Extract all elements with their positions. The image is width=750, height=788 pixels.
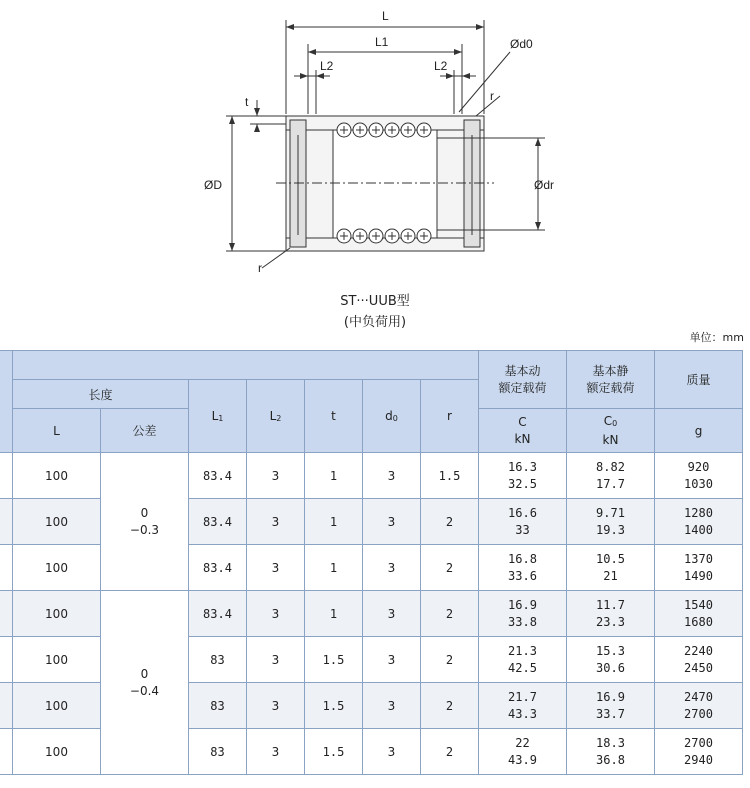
cell-tolerance [101, 453, 189, 591]
cell-L2: 3 [247, 591, 305, 637]
cell-t: 1.5 [305, 683, 363, 729]
table-row [0, 591, 743, 637]
cell-mass [655, 545, 743, 591]
cell-r: 2 [421, 729, 479, 775]
cell-stat-load-1: 10.5 [596, 551, 625, 566]
label-D: ØD [204, 178, 222, 192]
cut-header [0, 351, 13, 453]
type-caption: (中负荷用) [343, 315, 407, 330]
col-d0-header: d0 [363, 380, 421, 453]
cut-cell [0, 637, 13, 683]
cell-L1: 83.4 [189, 545, 247, 591]
tolerance-upper: 0 [140, 666, 149, 681]
cell-stat-load-1: 15.3 [596, 643, 625, 658]
cell-mass-1: 2240 [684, 643, 713, 658]
cell-L1: 83.4 [189, 499, 247, 545]
stat-load-unit-header [567, 409, 655, 453]
stat-load-unit: kN [602, 432, 619, 447]
cell-r: 2 [421, 683, 479, 729]
cell-dyn-load-2: 43.9 [508, 752, 537, 767]
mass-unit-header: g [655, 409, 743, 453]
cell-d0: 3 [363, 499, 421, 545]
col-L-header: L [13, 409, 101, 453]
cell-dyn-load [479, 499, 567, 545]
cell-dyn-load [479, 729, 567, 775]
cell-dyn-load [479, 637, 567, 683]
cell-mass-2: 1030 [684, 476, 713, 491]
cell-L2: 3 [247, 729, 305, 775]
length-group-header: 长度 [13, 380, 189, 409]
dyn-load-unit: kN [514, 431, 531, 446]
dyn-load-symbol: C [518, 414, 527, 429]
cell-r: 2 [421, 591, 479, 637]
cell-mass-1: 1370 [684, 551, 713, 566]
label-dr: Ødr [534, 178, 555, 192]
col-L1-header: L1 [189, 380, 247, 453]
cell-stat-load [567, 683, 655, 729]
cell-dyn-load [479, 453, 567, 499]
label-d0: Ød0 [510, 37, 533, 51]
stat-load-symbol: C0 [603, 413, 618, 428]
table-row [0, 453, 743, 499]
cell-stat-load-1: 18.3 [596, 735, 625, 750]
cell-L1: 83 [189, 729, 247, 775]
cell-mass-1: 1280 [684, 505, 713, 520]
cell-tolerance [101, 591, 189, 775]
cut-cell [0, 453, 13, 499]
cell-mass [655, 591, 743, 637]
cell-t: 1.5 [305, 729, 363, 775]
cell-L1: 83 [189, 637, 247, 683]
cell-dyn-load-2: 43.3 [508, 706, 537, 721]
cell-d0: 3 [363, 683, 421, 729]
cell-stat-load [567, 453, 655, 499]
cell-r: 1.5 [421, 453, 479, 499]
model-caption: ST···UUB型 [340, 294, 410, 309]
cell-dyn-load [479, 683, 567, 729]
cell-mass-1: 2700 [684, 735, 713, 750]
label-L: L [382, 9, 389, 23]
cell-mass [655, 729, 743, 775]
cut-cell [0, 499, 13, 545]
cell-dyn-load-2: 42.5 [508, 660, 537, 675]
cell-t: 1.5 [305, 637, 363, 683]
cell-dyn-load [479, 545, 567, 591]
label-L1: L1 [375, 35, 389, 49]
cell-stat-load-1: 11.7 [596, 597, 625, 612]
cell-stat-load-2: 17.7 [596, 476, 625, 491]
cell-stat-load-1: 8.82 [596, 459, 625, 474]
cell-d0: 3 [363, 637, 421, 683]
cell-d0: 3 [363, 545, 421, 591]
bearing-drawing [0, 0, 750, 290]
cell-dyn-load-1: 22 [515, 735, 530, 750]
stat-load-title [567, 351, 655, 409]
label-L2-right: L2 [434, 59, 448, 73]
stat-load-title-line1: 基本静 [592, 363, 629, 378]
label-t: t [245, 95, 249, 109]
label-r-bottom: r [258, 261, 262, 275]
cell-L2: 3 [247, 637, 305, 683]
cell-mass-2: 1490 [684, 568, 713, 583]
cell-stat-load-1: 9.71 [596, 505, 625, 520]
cell-dyn-load-1: 16.3 [508, 459, 537, 474]
dyn-load-unit-header [479, 409, 567, 453]
cell-stat-load-2: 36.8 [596, 752, 625, 767]
cell-stat-load [567, 545, 655, 591]
cell-stat-load-1: 16.9 [596, 689, 625, 704]
cell-L: 100 [13, 637, 101, 683]
cut-cell [0, 545, 13, 591]
cell-mass-2: 1680 [684, 614, 713, 629]
cell-d0: 3 [363, 729, 421, 775]
cell-L: 100 [13, 499, 101, 545]
cell-mass [655, 499, 743, 545]
cell-d0: 3 [363, 453, 421, 499]
cell-L: 100 [13, 683, 101, 729]
cell-mass-1: 1540 [684, 597, 713, 612]
cell-L: 100 [13, 545, 101, 591]
col-r-header: r [421, 380, 479, 453]
cell-mass-2: 2940 [684, 752, 713, 767]
label-r-top: r [490, 89, 494, 103]
dyn-load-title [479, 351, 567, 409]
tolerance-lower: −0.3 [129, 522, 160, 537]
cell-L2: 3 [247, 545, 305, 591]
cell-mass-2: 2700 [684, 706, 713, 721]
cell-stat-load [567, 499, 655, 545]
cell-mass [655, 683, 743, 729]
cell-L1: 83 [189, 683, 247, 729]
header-spacer [13, 351, 479, 380]
cell-dyn-load-2: 33.6 [508, 568, 537, 583]
cell-stat-load [567, 637, 655, 683]
cell-r: 2 [421, 545, 479, 591]
spec-table [0, 350, 743, 775]
spec-table-body [0, 453, 743, 775]
stat-load-title-line2: 额定载荷 [586, 380, 635, 395]
cell-L: 100 [13, 591, 101, 637]
cut-cell [0, 683, 13, 729]
cell-dyn-load-2: 33.8 [508, 614, 537, 629]
cell-dyn-load-1: 21.3 [508, 643, 537, 658]
cell-r: 2 [421, 499, 479, 545]
cell-t: 1 [305, 453, 363, 499]
col-L2-header: L2 [247, 380, 305, 453]
cell-mass-2: 1400 [684, 522, 713, 537]
tolerance-upper: 0 [140, 505, 149, 520]
cell-mass-1: 920 [687, 459, 710, 474]
cell-stat-load-2: 30.6 [596, 660, 625, 675]
label-L2-left: L2 [320, 59, 334, 73]
cell-stat-load [567, 729, 655, 775]
cell-dyn-load-1: 16.6 [508, 505, 537, 520]
cell-stat-load [567, 591, 655, 637]
cut-cell [0, 729, 13, 775]
cell-t: 1 [305, 545, 363, 591]
tolerance-lower: −0.4 [129, 683, 160, 698]
cell-t: 1 [305, 591, 363, 637]
cell-dyn-load-1: 16.9 [508, 597, 537, 612]
cell-t: 1 [305, 499, 363, 545]
cell-stat-load-2: 23.3 [596, 614, 625, 629]
col-t-header: t [305, 380, 363, 453]
cell-L1: 83.4 [189, 453, 247, 499]
cut-cell [0, 591, 13, 637]
cell-mass-2: 2450 [684, 660, 713, 675]
cell-mass [655, 637, 743, 683]
cell-dyn-load-1: 21.7 [508, 689, 537, 704]
cell-L2: 3 [247, 453, 305, 499]
cell-stat-load-2: 21 [603, 568, 618, 583]
cell-r: 2 [421, 637, 479, 683]
cell-stat-load-2: 33.7 [596, 706, 625, 721]
mass-title: 质量 [655, 351, 743, 409]
cell-L: 100 [13, 453, 101, 499]
dyn-load-title-line2: 额定载荷 [498, 380, 547, 395]
cell-mass-1: 2470 [684, 689, 713, 704]
cell-dyn-load-2: 32.5 [508, 476, 537, 491]
col-tolerance-header: 公差 [101, 409, 189, 453]
cell-L1: 83.4 [189, 591, 247, 637]
cell-L2: 3 [247, 499, 305, 545]
cell-L2: 3 [247, 683, 305, 729]
cell-stat-load-2: 19.3 [596, 522, 625, 537]
unit-note: 单位：mm [689, 331, 744, 344]
dyn-load-title-line1: 基本动 [504, 363, 541, 378]
cell-dyn-load-2: 33 [515, 522, 530, 537]
cell-mass [655, 453, 743, 499]
cell-d0: 3 [363, 591, 421, 637]
cell-L: 100 [13, 729, 101, 775]
cell-dyn-load-1: 16.8 [508, 551, 537, 566]
cell-dyn-load [479, 591, 567, 637]
